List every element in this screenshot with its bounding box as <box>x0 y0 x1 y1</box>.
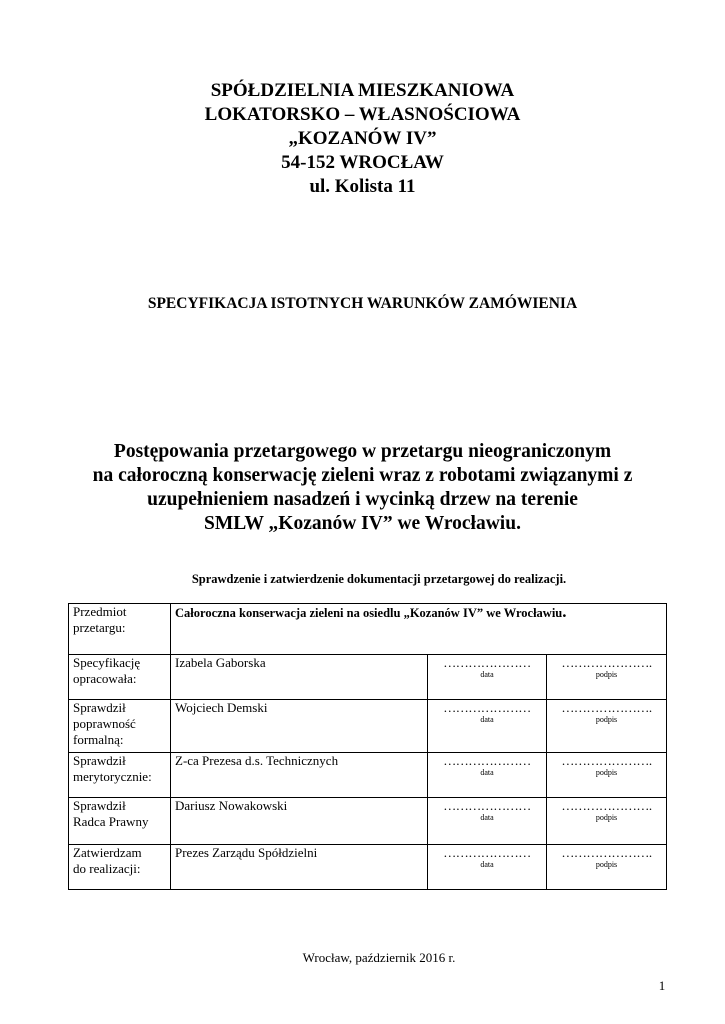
signature-field: …………………. podpis <box>547 655 667 700</box>
date-field: ………………… data <box>428 700 547 753</box>
person-name: Dariusz Nowakowski <box>171 798 428 845</box>
header-line: 54-152 WROCŁAW <box>281 152 444 173</box>
table-row <box>69 655 667 700</box>
proceeding-line: SMLW „Kozanów IV” we Wrocławiu. <box>204 513 521 534</box>
person-name: Izabela Gaborska <box>171 655 428 700</box>
row-label: Sprawdził merytorycznie: <box>69 753 171 798</box>
signature-field: …………………. podpis <box>547 700 667 753</box>
signature-field: …………………. podpis <box>547 845 667 890</box>
signature-field: …………………. podpis <box>547 753 667 798</box>
row-label: Przedmiot przetargu: <box>69 604 171 655</box>
table-row <box>69 845 667 890</box>
date-field: ………………… data <box>428 845 547 890</box>
signature-field: …………………. podpis <box>547 798 667 845</box>
header-line: ul. Kolista 11 <box>309 176 416 197</box>
header-line: LOKATORSKO – WŁASNOŚCIOWA <box>204 104 521 125</box>
approval-table <box>68 603 667 890</box>
table-row <box>69 798 667 845</box>
date-field: ………………… data <box>428 753 547 798</box>
person-name: Wojciech Demski <box>171 700 428 753</box>
subject-value: Całoroczna konserwacja zieleni na osiedlu „Kozanów IV” we Wrocławiu. <box>171 604 667 655</box>
row-label: Sprawdził Radca Prawny <box>69 798 171 845</box>
person-name: Z-ca Prezesa d.s. Technicznych <box>171 753 428 798</box>
proceeding-line: uzupełnieniem nasadzeń i wycinką drzew na terenie <box>147 489 578 510</box>
date-field: ………………… data <box>428 655 547 700</box>
row-label: Zatwierdzam do realizacji: <box>69 845 171 890</box>
date-field: ………………… data <box>428 798 547 845</box>
header-line: „KOZANÓW IV” <box>288 128 437 149</box>
proceeding-title <box>0 440 725 536</box>
specification-title: SPECYFIKACJA ISTOTNYCH WARUNKÓW ZAMÓWIENIA <box>147 295 578 312</box>
table-row <box>69 700 667 753</box>
cooperative-header <box>0 79 725 199</box>
page-number: 1 <box>658 978 666 993</box>
table-row-subject <box>69 604 667 655</box>
verification-note: Sprawdzenie i zatwierdzenie dokumentacji przetargowej do realizacji. <box>191 572 567 586</box>
table-row <box>69 753 667 798</box>
row-label: Specyfikację opracowała: <box>69 655 171 700</box>
place-and-date: Wrocław, październik 2016 r. <box>302 950 456 965</box>
proceeding-line: na całoroczną konserwację zieleni wraz z robotami związanymi z <box>92 465 633 486</box>
person-name: Prezes Zarządu Spółdzielni <box>171 845 428 890</box>
proceeding-line: Postępowania przetargowego w przetargu nieograniczonym <box>113 441 612 462</box>
row-label: Sprawdził poprawność formalną: <box>69 700 171 753</box>
header-line: SPÓŁDZIELNIA MIESZKANIOWA <box>210 80 515 101</box>
